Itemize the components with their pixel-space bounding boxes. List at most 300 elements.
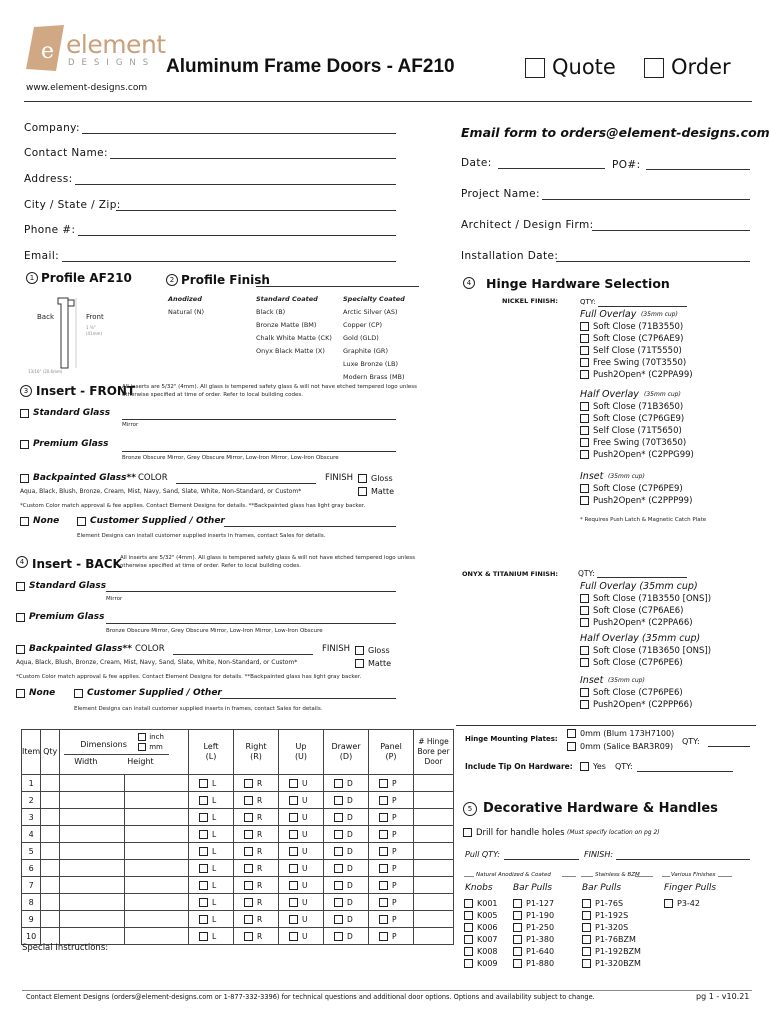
option-checkbox[interactable]	[580, 658, 589, 667]
table-head-item-text: Item	[22, 747, 41, 756]
option-checkbox[interactable]	[464, 935, 473, 944]
date-field[interactable]	[498, 168, 605, 169]
row-hinge-cell	[234, 860, 279, 877]
bar-pulls-head-1: Bar Pulls	[513, 883, 553, 893]
row-qty[interactable]	[41, 826, 60, 843]
row-bore[interactable]	[414, 792, 454, 809]
table-head-left-text: Left	[203, 742, 219, 751]
table-head-up-text: Up	[295, 742, 307, 751]
row-hinge-checkbox[interactable]	[289, 813, 298, 822]
back-standard-checkbox[interactable]	[16, 582, 25, 591]
row-hinge-checkbox[interactable]	[199, 932, 208, 941]
row-height[interactable]	[124, 792, 188, 809]
option-label: Soft Close (C7P6PE9)	[593, 484, 683, 494]
onyx-qty-field[interactable]	[597, 577, 687, 578]
row-height[interactable]	[124, 843, 188, 860]
pull-qty-field[interactable]	[504, 859, 579, 860]
section-2-badge: 2	[166, 274, 178, 286]
row-width[interactable]	[60, 843, 124, 860]
option-checkbox[interactable]	[582, 911, 591, 920]
row-qty[interactable]	[41, 928, 60, 945]
row-width[interactable]	[60, 826, 124, 843]
option-checkbox[interactable]	[582, 923, 591, 932]
row-hinge-checkbox[interactable]	[334, 847, 343, 856]
option-label: Free Swing (70T3550)	[593, 358, 687, 368]
mount-blum-checkbox[interactable]	[567, 729, 576, 738]
row-hinge-cell	[189, 860, 234, 877]
row-number	[22, 792, 41, 809]
row-hinge-cell	[189, 894, 234, 911]
back-color-field[interactable]	[173, 654, 313, 655]
address-field[interactable]	[75, 184, 396, 185]
row-hinge-checkbox[interactable]	[289, 796, 298, 805]
city-field[interactable]	[116, 210, 396, 211]
row-hinge-label: L	[212, 881, 217, 890]
row-width[interactable]	[60, 928, 124, 945]
row-hinge-cell	[324, 843, 369, 860]
row-hinge-label: D	[347, 847, 353, 856]
front-none-checkbox[interactable]	[20, 517, 29, 526]
option-checkbox[interactable]	[580, 484, 589, 493]
option-checkbox[interactable]	[513, 899, 522, 908]
row-bore[interactable]	[414, 826, 454, 843]
mounting-label: Hinge Mounting Plates:	[465, 735, 558, 743]
address-label: Address:	[24, 173, 73, 185]
row-hinge-label: L	[212, 813, 217, 822]
row-qty[interactable]	[41, 877, 60, 894]
row-hinge-checkbox[interactable]	[244, 932, 253, 941]
mm-checkbox[interactable]	[138, 743, 146, 751]
row-hinge-checkbox[interactable]	[379, 915, 388, 924]
back-supplied-checkbox[interactable]	[74, 689, 83, 698]
row-hinge-cell	[189, 877, 234, 894]
option-label: P1-192BZM	[595, 947, 641, 956]
back-none-checkbox[interactable]	[16, 689, 25, 698]
row-hinge-checkbox[interactable]	[199, 881, 208, 890]
quote-checkbox[interactable]	[525, 58, 545, 78]
row-hinge-checkbox[interactable]	[379, 864, 388, 873]
front-supplied-field[interactable]	[224, 526, 396, 527]
option-checkbox[interactable]	[582, 947, 591, 956]
row-height[interactable]	[124, 911, 188, 928]
table-row	[22, 826, 454, 843]
row-hinge-cell	[369, 792, 414, 809]
table-row	[22, 809, 454, 826]
row-bore[interactable]	[414, 911, 454, 928]
inch-checkbox[interactable]	[138, 733, 146, 741]
row-hinge-checkbox[interactable]	[334, 881, 343, 890]
front-matte-checkbox[interactable]	[358, 487, 367, 496]
row-number-text: 4	[28, 829, 34, 839]
option-checkbox[interactable]	[580, 370, 589, 379]
row-width[interactable]	[60, 911, 124, 928]
row-hinge-checkbox[interactable]	[334, 779, 343, 788]
table-row	[22, 877, 454, 894]
po-field[interactable]	[646, 169, 750, 170]
back-mirror-label: Mirror	[106, 596, 123, 602]
finish-option: Bronze Matte (BM)	[256, 321, 317, 329]
nickel-qty-field[interactable]	[598, 306, 687, 307]
row-number-text: 9	[28, 914, 34, 924]
row-hinge-checkbox[interactable]	[334, 898, 343, 907]
profile-dim-1: 1 ⅝"	[86, 325, 96, 330]
option-label: Push2Open* (C2PPG99)	[593, 450, 694, 460]
option-label: Soft Close (71B3550)	[593, 322, 684, 332]
option-checkbox[interactable]	[664, 899, 673, 908]
option-label: K001	[477, 899, 498, 908]
install-field[interactable]	[556, 261, 750, 262]
finish-field[interactable]	[256, 286, 419, 287]
row-height[interactable]	[124, 928, 188, 945]
section-4-hinge-badge: 4	[463, 277, 475, 289]
row-hinge-checkbox[interactable]	[334, 932, 343, 941]
row-hinge-checkbox[interactable]	[199, 796, 208, 805]
row-height[interactable]	[124, 809, 188, 826]
option-label: P1-190	[526, 911, 555, 920]
row-hinge-cell	[324, 860, 369, 877]
row-hinge-checkbox[interactable]	[334, 813, 343, 822]
option-checkbox[interactable]	[580, 414, 589, 423]
row-hinge-checkbox[interactable]	[244, 796, 253, 805]
finish-option: Copper (CP)	[343, 321, 383, 329]
architect-field[interactable]	[592, 230, 750, 231]
row-hinge-checkbox[interactable]	[289, 881, 298, 890]
row-hinge-label: D	[347, 864, 353, 873]
row-hinge-label: D	[347, 898, 353, 907]
option-checkbox[interactable]	[582, 899, 591, 908]
nickel-qty-label: QTY:	[580, 298, 596, 306]
option-checkbox[interactable]	[580, 402, 589, 411]
option-checkbox[interactable]	[464, 899, 473, 908]
back-matte-checkbox[interactable]	[355, 659, 364, 668]
row-hinge-checkbox[interactable]	[379, 779, 388, 788]
row-hinge-checkbox[interactable]	[289, 830, 298, 839]
knobs-head: Knobs	[465, 883, 493, 893]
table-row	[22, 843, 454, 860]
row-hinge-label: R	[257, 898, 263, 907]
mount-qty-field[interactable]	[708, 746, 750, 747]
back-standard-field[interactable]	[106, 591, 396, 592]
front-color-label: COLOR	[138, 473, 168, 483]
front-color-field[interactable]	[176, 483, 316, 484]
back-supplied-field[interactable]	[220, 698, 396, 699]
option-label: Soft Close (C7P6PE6)	[593, 688, 683, 698]
section-1-badge: 1	[26, 272, 38, 284]
back-gloss-label: Gloss	[368, 646, 390, 655]
option-checkbox[interactable]	[582, 959, 591, 968]
option-label: P1-127	[526, 899, 555, 908]
row-hinge-label: D	[347, 813, 353, 822]
row-hinge-checkbox[interactable]	[379, 847, 388, 856]
phone-field[interactable]	[78, 235, 396, 236]
svg-text:e: e	[41, 39, 55, 64]
row-hinge-checkbox[interactable]	[379, 898, 388, 907]
row-hinge-checkbox[interactable]	[379, 881, 388, 890]
nickel-inset-sub: (35mm cup)	[608, 473, 645, 480]
option-checkbox[interactable]	[580, 594, 589, 603]
row-bore[interactable]	[414, 928, 454, 945]
row-width[interactable]	[60, 809, 124, 826]
natural-rule-left	[464, 876, 474, 877]
row-hinge-label: D	[347, 915, 353, 924]
option-label: P1-880	[526, 959, 555, 968]
row-hinge-checkbox[interactable]	[289, 898, 298, 907]
row-hinge-checkbox[interactable]	[379, 932, 388, 941]
profile-drawing	[28, 294, 118, 376]
row-number-text: 1	[28, 778, 34, 788]
option-checkbox[interactable]	[580, 618, 589, 627]
row-bore[interactable]	[414, 860, 454, 877]
row-bore[interactable]	[414, 809, 454, 826]
table-head-item	[22, 730, 41, 775]
row-hinge-label: R	[257, 915, 263, 924]
tipon-label: Include Tip On Hardware:	[465, 762, 573, 771]
option-checkbox[interactable]	[513, 911, 522, 920]
row-width[interactable]	[60, 792, 124, 809]
front-standard-checkbox[interactable]	[20, 409, 29, 418]
row-hinge-checkbox[interactable]	[334, 864, 343, 873]
row-hinge-checkbox[interactable]	[244, 779, 253, 788]
row-hinge-checkbox[interactable]	[379, 796, 388, 805]
row-hinge-label: U	[302, 915, 308, 924]
row-height[interactable]	[124, 894, 188, 911]
row-hinge-checkbox[interactable]	[199, 915, 208, 924]
back-premium-checkbox[interactable]	[16, 613, 25, 622]
row-number	[22, 911, 41, 928]
row-hinge-cell	[369, 877, 414, 894]
row-bore[interactable]	[414, 775, 454, 792]
order-table	[21, 729, 454, 945]
nickel-inset-head: Inset	[580, 471, 604, 482]
option-checkbox[interactable]	[464, 923, 473, 932]
row-number-text: 6	[28, 863, 34, 873]
row-hinge-cell	[324, 775, 369, 792]
tipon-qty-field[interactable]	[637, 771, 733, 772]
row-hinge-checkbox[interactable]	[334, 830, 343, 839]
row-hinge-checkbox[interactable]	[244, 813, 253, 822]
option-checkbox[interactable]	[580, 438, 589, 447]
option-checkbox[interactable]	[580, 700, 589, 709]
option-checkbox[interactable]	[580, 322, 589, 331]
drill-note: (Must specify location on pg 2)	[567, 829, 660, 836]
decorative-title: Decorative Hardware & Handles	[483, 801, 718, 816]
row-hinge-cell	[234, 894, 279, 911]
option-checkbox[interactable]	[580, 426, 589, 435]
option-checkbox[interactable]	[513, 959, 522, 968]
row-qty[interactable]	[41, 911, 60, 928]
front-gloss-checkbox[interactable]	[358, 474, 367, 483]
row-hinge-cell	[369, 928, 414, 945]
option-checkbox[interactable]	[580, 450, 589, 459]
email-field[interactable]	[62, 261, 396, 262]
onyx-full-head: Full Overlay (35mm cup)	[580, 581, 698, 592]
row-hinge-label: R	[257, 881, 263, 890]
option-checkbox[interactable]	[580, 606, 589, 615]
nickel-full-overlay-head: Full Overlay	[580, 309, 637, 320]
row-bore[interactable]	[414, 877, 454, 894]
row-hinge-cell	[369, 826, 414, 843]
option-checkbox[interactable]	[580, 346, 589, 355]
back-gloss-checkbox[interactable]	[355, 646, 364, 655]
row-hinge-checkbox[interactable]	[244, 881, 253, 890]
option-checkbox[interactable]	[513, 935, 522, 944]
row-hinge-checkbox[interactable]	[244, 864, 253, 873]
page-title: Aluminum Frame Doors - AF210	[166, 56, 455, 77]
row-hinge-checkbox[interactable]	[289, 915, 298, 924]
option-label: Push2Open* (C2PPP99)	[593, 496, 693, 506]
contact-name-field[interactable]	[110, 158, 396, 159]
row-hinge-label: U	[302, 932, 308, 941]
row-hinge-checkbox[interactable]	[199, 779, 208, 788]
row-height[interactable]	[124, 775, 188, 792]
row-hinge-checkbox[interactable]	[244, 915, 253, 924]
company-field[interactable]	[82, 133, 396, 134]
project-field[interactable]	[542, 199, 750, 200]
back-premium-field[interactable]	[106, 623, 396, 624]
row-height[interactable]	[124, 826, 188, 843]
row-hinge-label: U	[302, 796, 308, 805]
option-label: Soft Close (C7P6PE6)	[593, 658, 683, 668]
tipon-qty-label: QTY:	[615, 762, 633, 771]
option-checkbox[interactable]	[464, 911, 473, 920]
front-premium-label: Premium Glass	[33, 439, 109, 449]
company-label: Company:	[24, 122, 80, 134]
drill-checkbox[interactable]	[463, 828, 472, 837]
row-hinge-cell	[234, 792, 279, 809]
row-hinge-cell	[189, 775, 234, 792]
row-qty[interactable]	[41, 792, 60, 809]
row-hinge-cell	[234, 826, 279, 843]
option-checkbox[interactable]	[580, 358, 589, 367]
option-checkbox[interactable]	[580, 334, 589, 343]
row-hinge-cell	[234, 843, 279, 860]
row-width[interactable]	[60, 894, 124, 911]
row-hinge-checkbox[interactable]	[289, 932, 298, 941]
row-hinge-checkbox[interactable]	[379, 830, 388, 839]
brand-sub: DESIGNS	[68, 58, 156, 68]
option-label: Soft Close (71B3650)	[593, 402, 684, 412]
back-supplied-note: Element Designs can install customer supplied inserts in frames, contact Sales for details.	[74, 706, 323, 712]
row-hinge-cell	[234, 928, 279, 945]
row-hinge-checkbox[interactable]	[379, 813, 388, 822]
finish-option: Modern Brass (MB)	[343, 373, 405, 381]
option-checkbox[interactable]	[582, 935, 591, 944]
row-width[interactable]	[60, 877, 124, 894]
row-width[interactable]	[60, 860, 124, 877]
front-custom-note: *Custom Color match approval & fee applies. Contact Element Designs for details. **Backpainted glass has light gray backer.	[20, 503, 366, 509]
option-label: K009	[477, 959, 498, 968]
row-hinge-label: U	[302, 881, 308, 890]
row-hinge-checkbox[interactable]	[244, 898, 253, 907]
row-hinge-label: P	[392, 881, 397, 890]
row-qty[interactable]	[41, 843, 60, 860]
row-hinge-label: P	[392, 898, 397, 907]
row-hinge-checkbox[interactable]	[199, 864, 208, 873]
row-hinge-checkbox[interactable]	[289, 864, 298, 873]
row-hinge-checkbox[interactable]	[334, 915, 343, 924]
front-premium-field[interactable]	[122, 451, 396, 452]
tipon-yes-checkbox[interactable]	[580, 762, 589, 771]
back-color-options: Aqua, Black, Blush, Bronze, Cream, Mist, Navy, Sand, Slate, White, Non-Standard, or Custom*	[16, 659, 298, 666]
row-hinge-label: D	[347, 881, 353, 890]
row-hinge-checkbox[interactable]	[199, 898, 208, 907]
table-head-dimensions	[60, 730, 189, 775]
row-hinge-label: U	[302, 898, 308, 907]
row-hinge-cell	[324, 792, 369, 809]
row-hinge-label: P	[392, 779, 397, 788]
table-head-drawer	[324, 730, 369, 775]
option-label: Soft Close (C7P6AE6)	[593, 606, 684, 616]
row-hinge-label: L	[212, 830, 217, 839]
row-hinge-checkbox[interactable]	[289, 847, 298, 856]
back-backpainted-checkbox[interactable]	[16, 645, 25, 654]
row-hinge-cell	[324, 911, 369, 928]
width-label: Width	[74, 757, 98, 766]
row-qty[interactable]	[41, 809, 60, 826]
finish-standard-head: Standard Coated	[256, 295, 318, 303]
row-hinge-checkbox[interactable]	[199, 830, 208, 839]
height-label: Height	[127, 757, 154, 766]
option-checkbox[interactable]	[580, 688, 589, 697]
row-hinge-checkbox[interactable]	[199, 813, 208, 822]
row-qty[interactable]	[41, 894, 60, 911]
order-checkbox[interactable]	[644, 58, 664, 78]
row-qty[interactable]	[41, 860, 60, 877]
row-hinge-cell	[324, 826, 369, 843]
row-hinge-checkbox[interactable]	[244, 847, 253, 856]
row-hinge-label: P	[392, 847, 397, 856]
nickel-half-overlay-head: Half Overlay	[580, 389, 639, 400]
table-head-up-text: (U)	[294, 752, 308, 761]
profile-section-icon	[28, 294, 118, 376]
front-standard-field[interactable]	[122, 419, 396, 420]
option-checkbox[interactable]	[513, 947, 522, 956]
row-height[interactable]	[124, 877, 188, 894]
finish-anodized-head: Anodized	[168, 295, 202, 303]
row-hinge-checkbox[interactable]	[289, 779, 298, 788]
row-qty[interactable]	[41, 775, 60, 792]
front-premium-checkbox[interactable]	[20, 440, 29, 449]
option-label: K005	[477, 911, 498, 920]
table-head-panel	[369, 730, 414, 775]
row-hinge-label: L	[212, 932, 217, 941]
row-hinge-checkbox[interactable]	[199, 847, 208, 856]
row-hinge-checkbox[interactable]	[244, 830, 253, 839]
row-height[interactable]	[124, 860, 188, 877]
row-number	[22, 809, 41, 826]
option-checkbox[interactable]	[580, 496, 589, 505]
option-checkbox[interactable]	[464, 947, 473, 956]
row-number	[22, 928, 41, 945]
row-hinge-checkbox[interactable]	[334, 796, 343, 805]
row-hinge-label: U	[302, 830, 308, 839]
special-instructions-label: Special Instructions:	[22, 943, 109, 953]
front-supplied-checkbox[interactable]	[77, 517, 86, 526]
table-head-bore	[414, 730, 454, 775]
decor-finish-label: FINISH:	[584, 850, 614, 859]
row-width[interactable]	[60, 775, 124, 792]
mount-salice-checkbox[interactable]	[567, 742, 576, 751]
option-checkbox[interactable]	[464, 959, 473, 968]
front-backpainted-checkbox[interactable]	[20, 474, 29, 483]
option-checkbox[interactable]	[513, 923, 522, 932]
table-head-bore-text: # Hinge Bore per Door	[417, 737, 450, 766]
decor-finish-field[interactable]	[616, 859, 750, 860]
row-bore[interactable]	[414, 894, 454, 911]
option-label: Soft Close (71B3650 [ONS])	[593, 646, 712, 656]
row-bore[interactable]	[414, 843, 454, 860]
option-checkbox[interactable]	[580, 646, 589, 655]
